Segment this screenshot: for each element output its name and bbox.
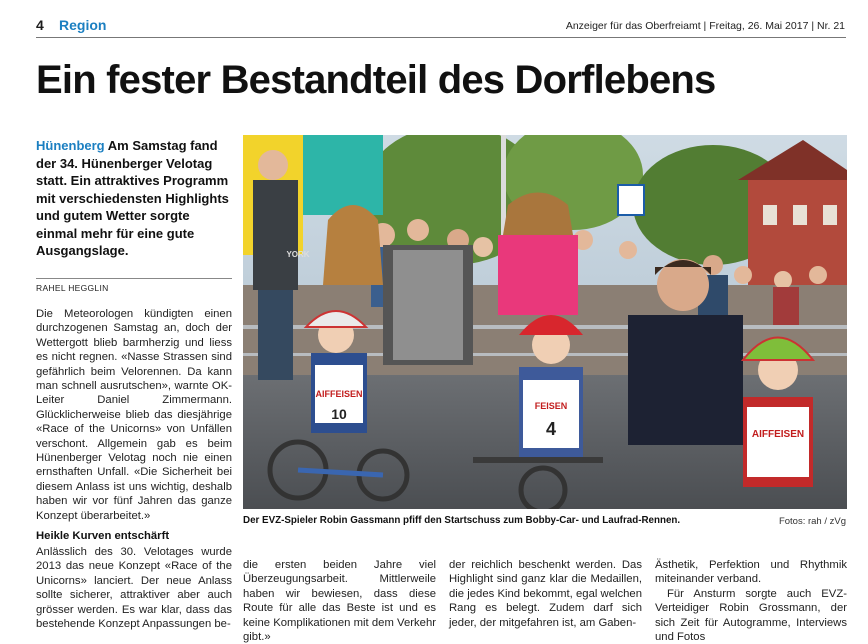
section-label: Region (59, 17, 107, 33)
page-number: 4 (36, 17, 44, 33)
lead-text: Am Samstag fand der 34. Hünenberger Velotag statt. Ein attraktives Programm mit verschiedensten Highlights und gutem Wetter sorgte einmal mehr für eine gute Ausgangslage. (36, 138, 229, 258)
shirt-print: YORK (286, 250, 310, 259)
bib-2-sponsor: FEISEN (534, 401, 568, 411)
header-divider (36, 37, 846, 38)
paragraph-2: Anlässlich des 30. Velotages wurde 2013 das neue Konzept «Race of the Unicorns» lanciert. Der neue Anlass sollte sicherer, attraktiver aber auch grösser werden. Es war klar, dass das bestehende Konzept Anpassungen be- (36, 546, 232, 631)
subheading: Heikle Kurven entschärft (36, 530, 170, 542)
lead-divider (36, 278, 232, 279)
article-photo (243, 135, 847, 509)
bib-1-sponsor: AIFFEISEN (315, 389, 363, 399)
photo-credit: Fotos: rah / zVg (778, 516, 846, 527)
column-4-paragraph-1: Ästhetik, Perfektion und Rhythmik miteinander verband. (655, 559, 847, 586)
author-byline: RAHEL HEGGLIN (36, 283, 109, 293)
article-lead (36, 137, 232, 260)
bib-3-sponsor: AIFFEISEN (751, 429, 805, 440)
lead-place: Hünenberg (36, 138, 105, 153)
column-4-paragraph-2: Für Ansturm sorgte auch EVZ-Verteidiger Robin Grossmann, der sich Zeit für Autogramme, Interviews und Fotos (655, 587, 847, 644)
bib-1-number: 10 (331, 406, 347, 422)
column-4-text (655, 558, 847, 644)
paragraph-1: Die Meteorologen kündigten einen durchzogenen Samstag an, doch der Wettergott blieb barmherzig und liess es nicht regnen. «Nasse Strassen sind gefährlich beim Velorennen. Da kann man schnell ausrutschen», warnte OK-Leiter Daniel Zimmermann. Glücklicherweise blieb das diesjährige «Race of the Unicorns» von Unfällen verschont. Allgemein gab es beim Hünenberger Velotag noch nie einen ernsthaften Unfall. «Die Sicherheit bei diesem Anlass ist uns wichtig, deshalb haben wir vor fünf Jahren das ganze Konzept überarbeitet.» (36, 308, 232, 522)
bib-2-number: 4 (545, 419, 557, 439)
publication-info: Anzeiger für das Oberfreiamt | Freitag, 26. Mai 2017 | Nr. 21 (565, 20, 845, 32)
column-3-text: der reichlich beschenkt werden. Das Highlight sind ganz klar die Medaillen, die jedes Kind bekommt, egal welchen Rang es belegt. Zudem darf sich jeder, der mitgefahren ist, am Gaben- (449, 559, 642, 629)
photo-caption: Der EVZ-Spieler Robin Gassmann pfiff den Startschuss zum Bobby-Car- und Laufrad-Rennen. (243, 515, 681, 526)
column-2-text: die ersten beiden Jahre viel Überzeugungsarbeit. Mittlerweile haben wir bewiesen, dass diese Route für alle das Beste ist und es keine Komplikationen mit dem Verkehr gibt.» (243, 559, 436, 644)
article-headline: Ein fester Bestandteil des Dorflebens (36, 58, 716, 102)
